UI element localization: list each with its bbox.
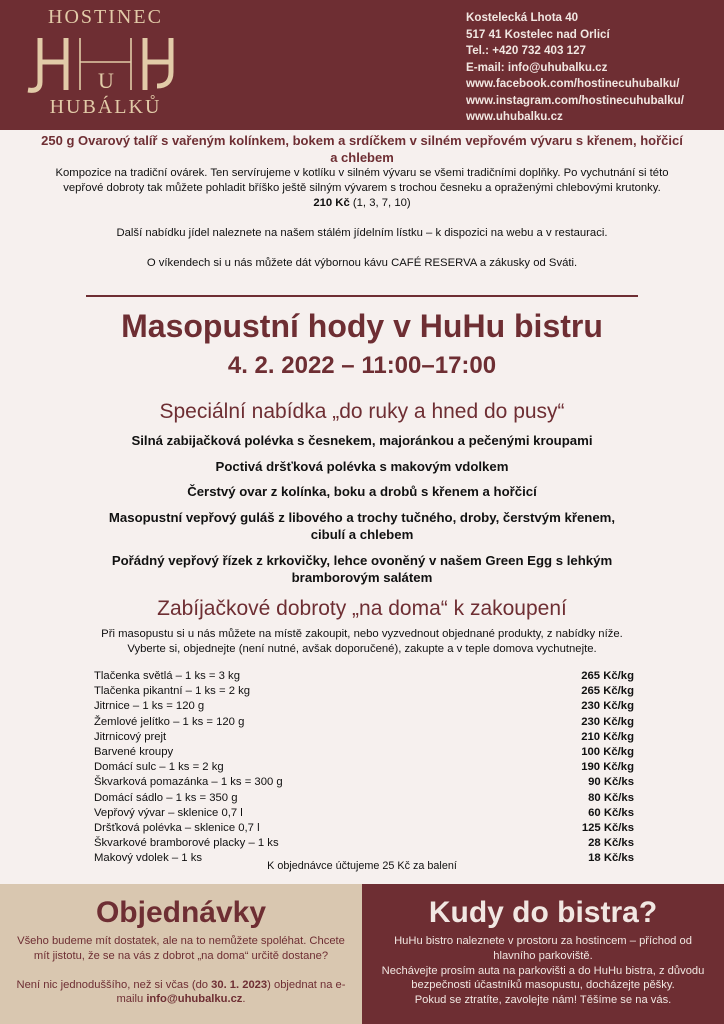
address-street: Kostelecká Lhota 40 [466,11,579,24]
dish-allergens: (1, 3, 7, 10) [352,197,411,209]
weekend-text: O víkendech si u nás můžete dát výbornou kávu CAFÉ RESERVA a zákusky od Sváti. [146,257,578,269]
dish-price: 210 Kč [313,197,350,209]
special-item: Čerstvý ovar z kolínka, boku a drobů s křenem a hořčicí [187,484,537,499]
orders-text-2: Není nic jednoduššího, než si včas (do 30. 1. 2023) objednat na e-mailu info@uhubalku.cz. [16,978,346,1006]
event-title: Masopustní hody v HuHu bistru [121,308,603,344]
product-price: 18 Kč/ks [588,852,634,865]
orders-text [14,934,348,1007]
instagram-link[interactable]: www.instagram.com/hostinecuhubalku/ [466,93,684,107]
product-price: 265 Kč/kg [581,670,634,682]
product-name: Jitrnicový prejt [94,730,167,743]
svg-text:U: U [98,68,114,93]
product-price: 80 Kč/ks [588,791,634,804]
intro-section [40,132,684,271]
logo-top-text: HOSTINEC [48,6,163,28]
facebook-link[interactable]: www.facebook.com/hostinecuhubalku/ [466,77,680,90]
dish-title: 250 g Ovarový talíř s vařeným kolínkem, bokem a srdíčkem v silném vepřovém vývaru s křenem, hořčicí a chlebem [41,133,683,165]
orders-panel [0,884,362,1024]
website-link[interactable]: www.uhubalku.cz [466,110,563,123]
contact-block [466,10,684,126]
product-name: Tlačenka světlá – 1 ks = 3 kg [94,670,240,682]
product-row [94,791,634,806]
special-item: Silná zabijačková polévka s česnekem, majoránkou a pečenými kroupami [131,433,593,448]
product-price: 100 Kč/kg [581,745,634,758]
product-row [94,836,634,851]
product-name: Domácí sádlo – 1 ks = 350 g [94,791,238,804]
special-item: Poctivá dršťková polévka s makovým vdolkem [215,458,509,474]
product-price: 28 Kč/ks [588,837,634,850]
address-city: 517 41 Kostelec nad Orlicí [466,27,610,41]
hostinec-logo [18,6,193,124]
directions-panel [362,884,724,1024]
directions-text-2: Nechávejte prosím auta na parkovišti a do HuHu bistra, z důvodu bezpečnosti účastníků masopustu, docházejte pěšky. [381,964,705,992]
product-row [94,730,634,745]
divider [86,295,638,297]
home-products-intro: Při masopustu si u nás můžete na místě zakoupit, nebo vyzvednout objednané produkty, z nabídky níže. Vyberte si, objednejte (není nutné, avšak doporučené), zakupte a v teple domova vychutnejte. [101,628,623,655]
dish-description: Kompozice na tradiční ovárek. Ten servírujeme v kotlíku v silném vývaru se všemi tradičními doplňky. Po vychutnání si této vepřové dobroty tak můžete pohladit bříško ještě silným vývarem s trochou česneku a opraženými chlebovými krutonky. [55,167,669,194]
product-price: 265 Kč/kg [581,685,634,698]
product-row [94,699,634,714]
header-banner [0,0,724,130]
product-name: Žemlové jelítko – 1 ks = 120 g [94,715,245,728]
special-offer-list [90,432,634,595]
email-link[interactable]: E-mail: info@uhubalku.cz [466,60,608,74]
order-email-link[interactable]: info@uhubalku.cz [146,993,243,1006]
phone: Tel.: +420 732 403 127 [466,44,587,57]
product-row [94,775,634,790]
order-deadline: 30. 1. 2023 [211,978,268,991]
product-row [94,745,634,760]
product-price: 230 Kč/kg [581,700,634,713]
more-offers-text: Další nabídku jídel naleznete na našem stálém jídelním lístku – k dispozici na webu a v restauraci. [116,227,608,239]
logo-bottom-text: HUBÁLKŮ [49,96,162,118]
packaging-note: K objednávce účtujeme 25 Kč za balení [267,860,457,872]
product-price: 90 Kč/ks [588,776,634,789]
directions-title: Kudy do bistra? [428,896,658,929]
product-row [94,806,634,821]
product-name: Barvené kroupy [94,745,174,758]
product-name: Makový vdolek – 1 ks [94,852,202,865]
event-date: 4. 2. 2022 – 11:00–17:00 [227,352,497,379]
special-item: Masopustní vepřový guláš z libového a trochy tučného, droby, čerstvým křenem, cibulí a chlebem [108,509,616,542]
product-name: Jitrnice – 1 ks = 120 g [94,700,205,713]
product-row [94,821,634,836]
special-item: Pořádný vepřový řízek z krkovičky, lehce ovoněný v našem Green Egg s lehkým bramborovým salátem [111,552,613,585]
product-row [94,684,634,699]
orders-title: Objednávky [95,896,267,929]
product-name: Dršťková polévka – sklenice 0,7 l [94,821,260,834]
home-products-title: Zabíjačkové dobroty „na doma“ k zakoupení [157,597,567,620]
product-row [94,669,634,684]
directions-text-1: HuHu bistro naleznete v prostoru za hostincem – příchod od hlavního parkoviště. [394,935,692,962]
product-name: Tlačenka pikantní – 1 ks = 2 kg [94,685,251,698]
product-price: 190 Kč/kg [581,761,634,774]
product-price: 60 Kč/ks [588,806,634,819]
product-row [94,715,634,730]
product-price: 210 Kč/kg [581,730,634,743]
product-row [94,760,634,775]
dish-price-line [40,196,684,211]
product-price-list [94,669,634,866]
directions-text-3: Pokud se ztratíte, zavolejte nám! Těšíme se na vás. [414,994,672,1007]
product-price: 125 Kč/ks [581,821,634,834]
huhu-monogram-icon [18,32,193,96]
product-name: Škvarková pomazánka – 1 ks = 300 g [94,776,283,789]
special-offer-title: Speciální nabídka „do ruky a hned do pusy“ [159,400,565,423]
directions-text [376,934,710,1008]
product-name: Škvarkové bramborové placky – 1 ks [94,837,279,850]
orders-text-1: Všeho budeme mít dostatek, ale na to nemůžete spoléhat. Chcete mít jistotu, že se na vás z dobrot „na doma“ určitě dostane? [17,935,345,962]
product-name: Vepřový vývar – sklenice 0,7 l [94,806,243,819]
product-price: 230 Kč/kg [581,715,634,728]
product-name: Domácí sulc – 1 ks = 2 kg [94,761,224,774]
